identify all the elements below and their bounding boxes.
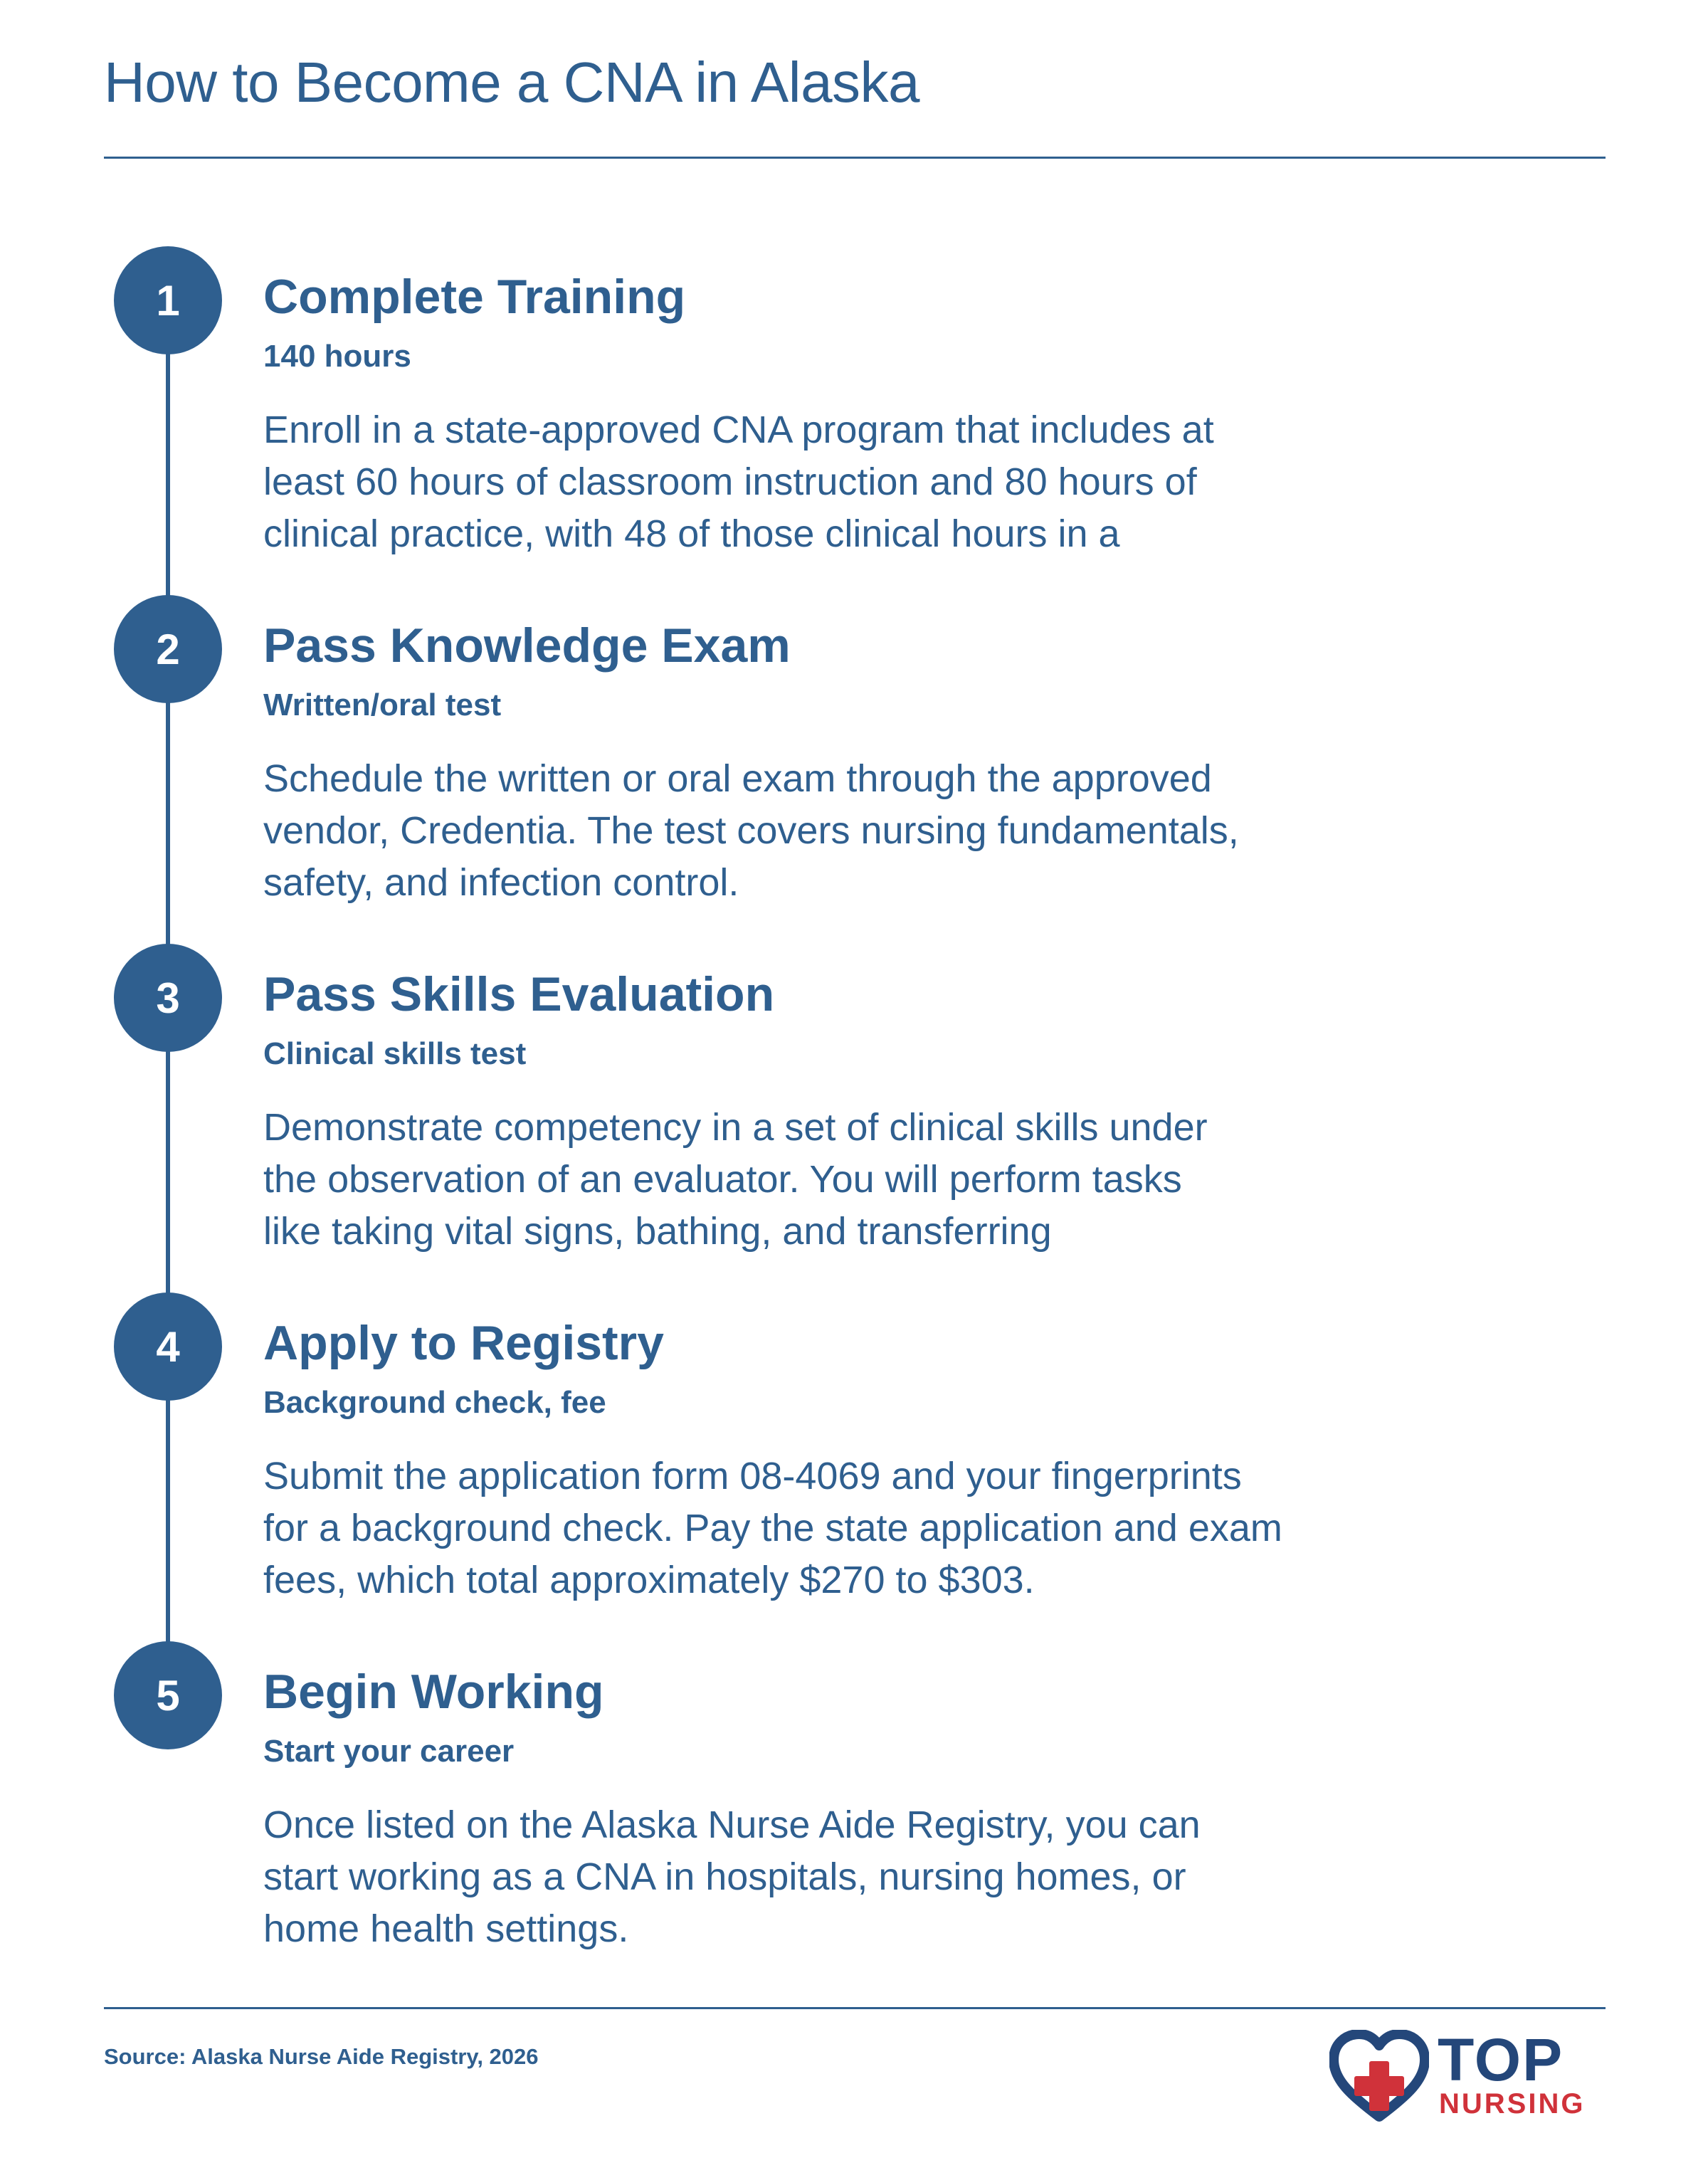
source-note: Source: Alaska Nurse Aide Registry, 2026	[104, 2044, 539, 2069]
step-number-badge: 1	[114, 246, 222, 354]
step-description	[263, 404, 1388, 560]
step-subtitle: Clinical skills test	[263, 1036, 527, 1071]
step-title: Apply to Registry	[263, 1316, 664, 1370]
step-number-badge: 4	[114, 1292, 222, 1401]
step-description	[263, 753, 1388, 909]
step-subtitle: 140 hours	[263, 339, 411, 374]
step-description-line: for a background check. Pay the state application and exam	[263, 1507, 1282, 1549]
step-description	[263, 1102, 1388, 1258]
step-description-line: Submit the application form 08-4069 and your fingerprints	[263, 1455, 1242, 1497]
step-description	[263, 1799, 1388, 1955]
step-title: Begin Working	[263, 1665, 604, 1719]
step-description-line: Schedule the written or oral exam through the approved	[263, 757, 1212, 800]
header-divider	[104, 157, 1606, 159]
step-description-line: home health settings.	[263, 1907, 629, 1950]
step-description-line: fees, which total approximately $270 to $303.	[263, 1559, 1035, 1601]
step-description-line: Demonstrate competency in a set of clinical skills under	[263, 1106, 1208, 1149]
step-description-line: like taking vital signs, bathing, and transferring	[263, 1210, 1052, 1253]
step-number-badge: 2	[114, 595, 222, 703]
step-description-line: safety, and infection control.	[263, 861, 739, 904]
logo-word-top: TOP	[1438, 2026, 1564, 2093]
step-description-line: Once listed on the Alaska Nurse Aide Registry, you can	[263, 1803, 1201, 1846]
footer-divider	[104, 2007, 1606, 2009]
step-description-line: vendor, Credentia. The test covers nursing fundamentals,	[263, 809, 1239, 852]
top-nursing-logo	[1329, 2026, 1614, 2122]
step-title: Pass Knowledge Exam	[263, 618, 791, 673]
step-title: Complete Training	[263, 270, 686, 324]
step-description	[263, 1450, 1388, 1606]
step-subtitle: Start your career	[263, 1734, 515, 1769]
step-description-line: start working as a CNA in hospitals, nursing homes, or	[263, 1855, 1186, 1898]
step-description-line: least 60 hours of classroom instruction and 80 hours of	[263, 460, 1197, 503]
step-description-line: clinical practice, with 48 of those clinical hours in a	[263, 512, 1120, 555]
page-title: How to Become a CNA in Alaska	[104, 51, 920, 114]
logo-word-nursing: NURSING	[1439, 2088, 1586, 2120]
step-subtitle: Written/oral test	[263, 688, 502, 722]
step-description-line: the observation of an evaluator. You will perform tasks	[263, 1158, 1182, 1201]
step-title: Pass Skills Evaluation	[263, 967, 775, 1021]
step-subtitle: Background check, fee	[263, 1385, 606, 1420]
step-number-badge: 3	[114, 944, 222, 1052]
step-number-badge: 5	[114, 1641, 222, 1749]
step-description-line: Enroll in a state-approved CNA program that includes at	[263, 409, 1214, 451]
heart-cross-icon	[1329, 2030, 1429, 2122]
